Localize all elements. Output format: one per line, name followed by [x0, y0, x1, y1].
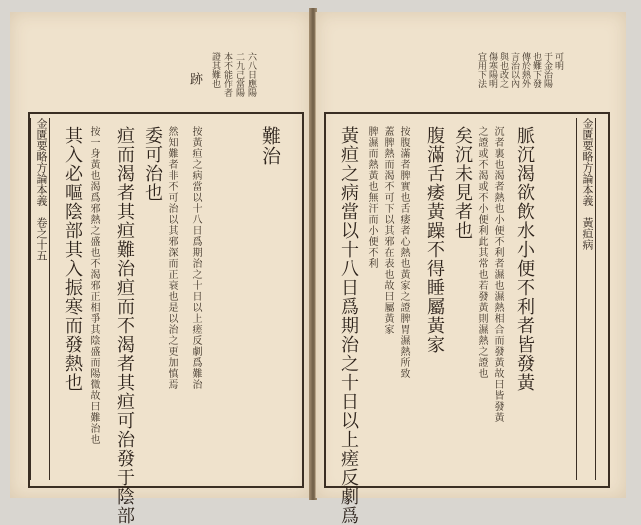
r-top-note-6: 也難下發 — [531, 52, 541, 88]
left-col-3: 疸而渴者其疸難治疸而不渴者其疸可治發于陰部 — [114, 126, 135, 525]
left-page — [10, 12, 311, 525]
left-col-2: 按一身黃也渴爲邪熱之盛也不渴邪正相爭其陰盛而陽微故曰難治也 — [88, 126, 99, 445]
left-section-head: 難治 — [259, 126, 281, 166]
r-top-note-3: 與也改之 — [498, 52, 508, 88]
r-top-note-7: 于金治陽 — [542, 52, 552, 88]
open-book — [10, 2, 632, 525]
right-col-5: 腹滿舌痿黃躁不得睡屬黃家 — [424, 126, 445, 354]
right-col-4: 矣沉未見者也 — [452, 126, 473, 240]
top-mark: 跡 — [187, 72, 202, 85]
right-col-2: 沉者裏也渴者熱也小便不利者濕也濕熱相合而發黃故曰皆發黃 — [492, 126, 503, 423]
r-top-note-8: 可明 — [553, 52, 563, 70]
top-note-3: 六八日應陽 — [246, 52, 256, 97]
right-col-9: 黃疸之病當以十八日爲期治之十日以上瘥反劇爲 — [338, 126, 359, 525]
top-note-1: 本不能作者 — [222, 52, 232, 97]
top-note-2: 二九己當陽 — [234, 52, 244, 97]
right-col-1: 脈沉渴欲飲水小便不利者皆發黃 — [514, 126, 535, 392]
r-top-note-2: 傷寒陽明 — [487, 52, 497, 88]
r-top-note-4: 言治以內 — [509, 52, 519, 88]
right-col-7: 蓋脾熱而渴不可下以其邪在表也故曰屬黃家 — [382, 126, 393, 335]
right-col-6: 按腹滿者脾實也舌痿者心熱也黃家之證脾胃濕熱所致 — [398, 126, 409, 379]
left-banner: 金匱要略方論本義 卷之十五 — [30, 118, 50, 480]
left-col-6: 按黃疸之病當以十八日爲期治之十日以上瘥反劇爲難治 — [190, 126, 201, 390]
r-top-note-1: 宜用下法 — [476, 52, 486, 88]
r-top-note-5: 傳於熱外 — [520, 52, 530, 88]
right-col-8: 脾濕而熱黃也無汗而小便不利 — [366, 126, 377, 269]
left-col-4: 委可治也 — [142, 126, 163, 202]
right-text-frame — [324, 112, 610, 525]
right-col-3: 之證或不渴或不小便利此其常也若發黃則濕熱之證也 — [476, 126, 487, 379]
top-note-4: 證其難也 — [210, 52, 220, 88]
right-banner: 金匱要略方論本義 黃疸病 — [576, 118, 596, 480]
left-col-5: 然知難者非不可治以其邪深而正衰也是以治之更加慎焉 — [166, 126, 177, 390]
left-col-1: 其入必嘔陰部其入振寒而發熱也 — [62, 126, 83, 392]
right-page — [315, 12, 626, 525]
left-text-frame — [28, 112, 304, 525]
